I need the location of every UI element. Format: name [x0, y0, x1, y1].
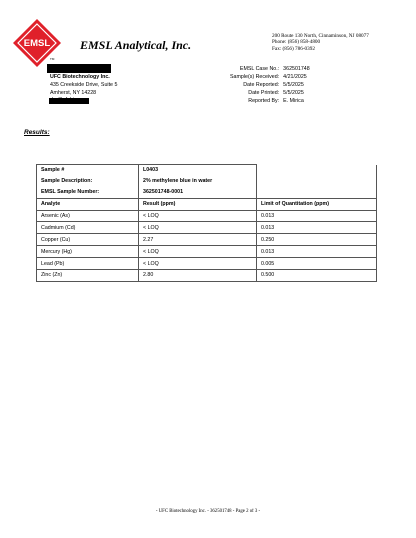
- result-cell: 2.80: [139, 270, 257, 282]
- page-footer: - UFC Biotechnology Inc. - 362501748 - Page 2 of 3 -: [155, 509, 261, 514]
- loq-cell: 0.013: [257, 246, 377, 258]
- redaction-bar: [47, 64, 111, 73]
- sample-info-row: [37, 187, 377, 198]
- logo-text: EMSL: [23, 38, 51, 49]
- client-address-block: [50, 74, 117, 105]
- table-header-row: [37, 198, 377, 210]
- table-row: [37, 222, 377, 234]
- loq-cell: 0.250: [257, 234, 377, 246]
- emsl-logo-diamond: [12, 18, 62, 68]
- case-label: EMSL Case No.:: [239, 66, 280, 72]
- analyte-cell: Cadmium (Cd): [37, 222, 139, 234]
- column-header-loq: Limit of Quantitation (ppm): [257, 198, 377, 210]
- sample-label: Sample #: [37, 165, 139, 176]
- case-label: Date Reported:: [243, 81, 280, 88]
- case-row: [230, 66, 310, 74]
- sample-info-row: [37, 165, 377, 176]
- case-label: Date Printed:: [248, 89, 280, 96]
- results-table: [36, 164, 377, 282]
- sample-value: 2% methylene blue in water: [139, 176, 257, 187]
- loq-cell: 0.013: [257, 222, 377, 234]
- phone-line: Phone: (856) 858-4800: [272, 39, 321, 46]
- case-row: [230, 90, 310, 98]
- sample-label: Sample Description:: [37, 176, 139, 187]
- company-name: EMSL Analytical, Inc.: [80, 38, 192, 52]
- analyte-cell: Lead (Pb): [37, 258, 139, 270]
- analyte-cell: Arsenic (As): [37, 210, 139, 222]
- client-name: UFC Biotechnology Inc.: [50, 74, 110, 80]
- column-header-analyte: Analyte: [37, 198, 139, 210]
- sample-value: L0403: [139, 165, 257, 176]
- case-label: Sample(s) Received:: [230, 73, 280, 80]
- case-value: 5/5/2025: [283, 81, 304, 88]
- case-value: 362501748: [283, 66, 310, 72]
- lab-address: [272, 33, 369, 52]
- case-row: [230, 98, 310, 106]
- loq-cell: 0.500: [257, 270, 377, 282]
- table-row: [37, 246, 377, 258]
- result-cell: < LOQ: [139, 210, 257, 222]
- analyte-cell: Copper (Cu): [37, 234, 139, 246]
- client-email-row: [50, 97, 117, 105]
- result-cell: < LOQ: [139, 258, 257, 270]
- logo-trademark: TM: [50, 57, 55, 61]
- result-cell: < LOQ: [139, 246, 257, 258]
- case-info: [230, 66, 310, 106]
- case-value: 4/21/2025: [283, 73, 307, 80]
- case-row: [230, 74, 310, 82]
- sample-info-row: [37, 176, 377, 187]
- client-city: Amherst, NY 14228: [50, 89, 97, 96]
- analyte-cell: Zinc (Zn): [37, 270, 139, 282]
- results-heading: Results:: [24, 129, 50, 136]
- case-row: [230, 82, 310, 90]
- loq-cell: 0.005: [257, 258, 377, 270]
- emsl-logo: [12, 18, 62, 68]
- client-street: 435 Creekside Drive, Suite 5: [50, 81, 118, 88]
- sample-label: EMSL Sample Number:: [37, 187, 139, 198]
- result-cell: < LOQ: [139, 222, 257, 234]
- analyte-cell: Mercury (Hg): [37, 246, 139, 258]
- table-row: [37, 270, 377, 282]
- case-value: E. Mirica: [283, 97, 304, 104]
- column-header-result: Result (ppm): [139, 198, 257, 210]
- loq-cell: 0.013: [257, 210, 377, 222]
- result-cell: 2.27: [139, 234, 257, 246]
- case-value: 5/5/2025: [283, 89, 304, 96]
- empty-cell: [257, 165, 377, 176]
- empty-cell: [257, 176, 377, 187]
- table-row: [37, 210, 377, 222]
- table-row: [37, 234, 377, 246]
- empty-cell: [257, 187, 377, 198]
- email-redaction-bar: [49, 98, 89, 104]
- fax-line: Fax: (856) 786-0392: [272, 45, 315, 52]
- address-line: 200 Route 130 North, Cinnaminson, NJ 08077: [272, 33, 369, 39]
- case-label: Reported By:: [248, 97, 280, 104]
- table-row: [37, 258, 377, 270]
- sample-value: 362501748-0001: [139, 187, 257, 198]
